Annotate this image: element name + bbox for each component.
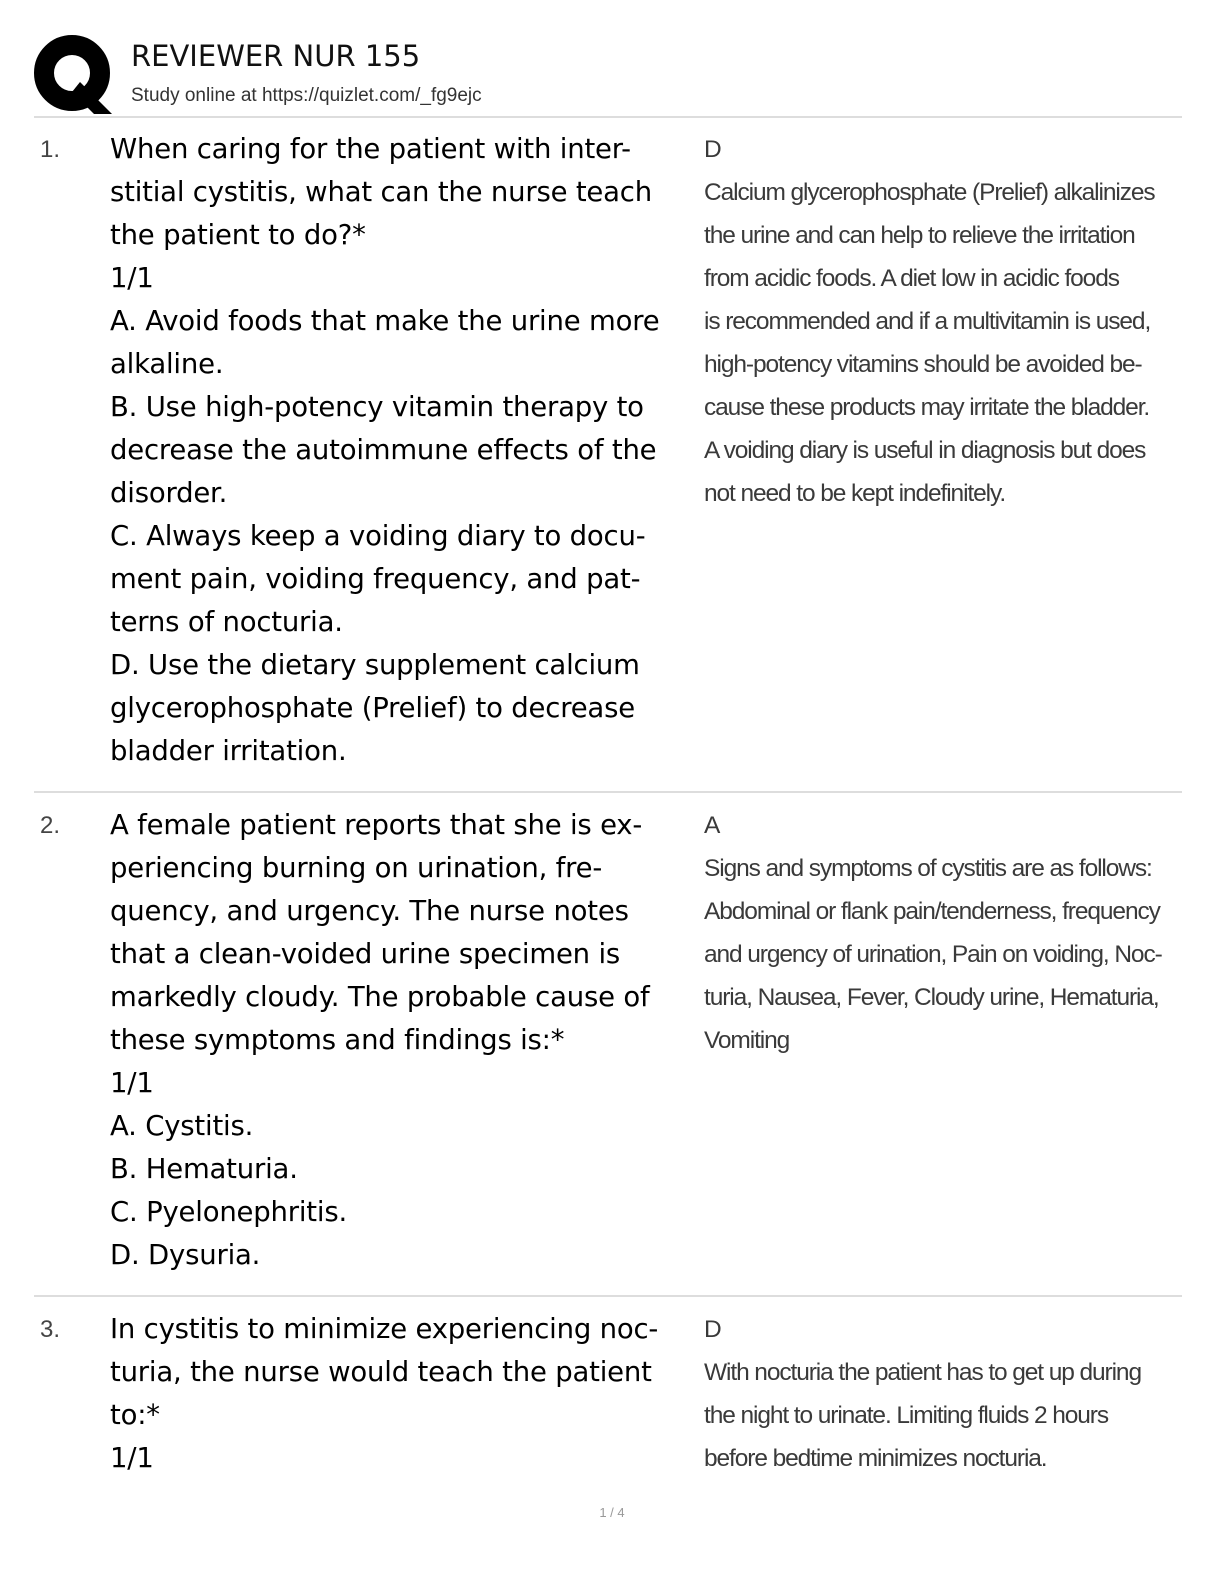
answer-letter: A [704, 812, 720, 839]
page-title: REVIEWER NUR 155 [131, 39, 421, 73]
option-line: D. Use the dietary supplement calcium [110, 649, 640, 681]
answer-line: Abdominal or flank pain/tenderness, frequency [704, 898, 1160, 925]
study-online-link[interactable]: Study online at https://quizlet.com/_fg9ejc [131, 85, 482, 106]
question-line: stitial cystitis, what can the nurse teach [110, 176, 652, 208]
answer-line: Signs and symptoms of cystitis are as follows: [704, 855, 1152, 882]
question-score: 1/1 [110, 1067, 154, 1099]
question-line: that a clean-voided urine specimen is [110, 938, 621, 970]
answer-line: and urgency of urination, Pain on voiding, Noc- [704, 941, 1162, 968]
answer-line: high-potency vitamins should be avoided be- [704, 351, 1142, 378]
answer-text [704, 1308, 1174, 1480]
answer-line: not need to be kept indefinitely. [704, 480, 1006, 507]
question-line: the patient to do?* [110, 219, 366, 251]
answer-letter: D [704, 136, 721, 163]
question-line: In cystitis to minimize experiencing noc- [110, 1313, 659, 1345]
answer-text [704, 128, 1174, 515]
answer-line: before bedtime minimizes nocturia. [704, 1445, 1047, 1472]
question-text [110, 128, 700, 773]
question-score: 1/1 [110, 262, 154, 294]
question-score: 1/1 [110, 1442, 154, 1474]
answer-letter: D [704, 1316, 721, 1343]
option-line: B. Use high-potency vitamin therapy to [110, 391, 644, 423]
card-divider [34, 1295, 1182, 1297]
answer-line: turia, Nausea, Fever, Cloudy urine, Hematuria, [704, 984, 1159, 1011]
option-line: alkaline. [110, 348, 224, 380]
answer-line: the urine and can help to relieve the irritation [704, 222, 1135, 249]
option-line: bladder irritation. [110, 735, 347, 767]
answer-line: A voiding diary is useful in diagnosis but does [704, 437, 1146, 464]
header-divider [34, 116, 1182, 118]
option-line: B. Hematuria. [110, 1153, 298, 1185]
card-number: 1. [40, 136, 61, 163]
card-number: 2. [40, 812, 61, 839]
option-line: terns of nocturia. [110, 606, 343, 638]
option-line: ment pain, voiding frequency, and pat- [110, 563, 641, 595]
question-line: A female patient reports that she is ex- [110, 809, 643, 841]
question-line: When caring for the patient with inter- [110, 133, 631, 165]
question-line: turia, the nurse would teach the patient [110, 1356, 652, 1388]
question-line: to:* [110, 1399, 160, 1431]
option-line: disorder. [110, 477, 228, 509]
option-line: A. Cystitis. [110, 1110, 254, 1142]
question-line: these symptoms and findings is:* [110, 1024, 565, 1056]
question-text [110, 1308, 700, 1480]
card-number: 3. [40, 1316, 61, 1343]
option-line: decrease the autoimmune effects of the [110, 434, 657, 466]
quizlet-logo-icon [32, 32, 116, 116]
question-text [110, 804, 700, 1277]
answer-line: from acidic foods. A diet low in acidic foods [704, 265, 1119, 292]
answer-line: is recommended and if a multivitamin is used, [704, 308, 1151, 335]
option-line: D. Dysuria. [110, 1239, 261, 1271]
answer-line: Vomiting [704, 1027, 790, 1054]
answer-line: cause these products may irritate the bladder. [704, 394, 1150, 421]
card-divider [34, 791, 1182, 793]
question-line: quency, and urgency. The nurse notes [110, 895, 629, 927]
page-number: 1 / 4 [599, 1505, 625, 1520]
question-line: periencing burning on urination, fre- [110, 852, 603, 884]
answer-line: Calcium glycerophosphate (Prelief) alkalinizes [704, 179, 1155, 206]
option-line: glycerophosphate (Prelief) to decrease [110, 692, 635, 724]
answer-line: the night to urinate. Limiting fluids 2 hours [704, 1402, 1109, 1429]
option-line: A. Avoid foods that make the urine more [110, 305, 660, 337]
answer-text [704, 804, 1174, 1062]
answer-line: With nocturia the patient has to get up during [704, 1359, 1141, 1386]
question-line: markedly cloudy. The probable cause of [110, 981, 650, 1013]
option-line: C. Pyelonephritis. [110, 1196, 347, 1228]
option-line: C. Always keep a voiding diary to docu- [110, 520, 646, 552]
